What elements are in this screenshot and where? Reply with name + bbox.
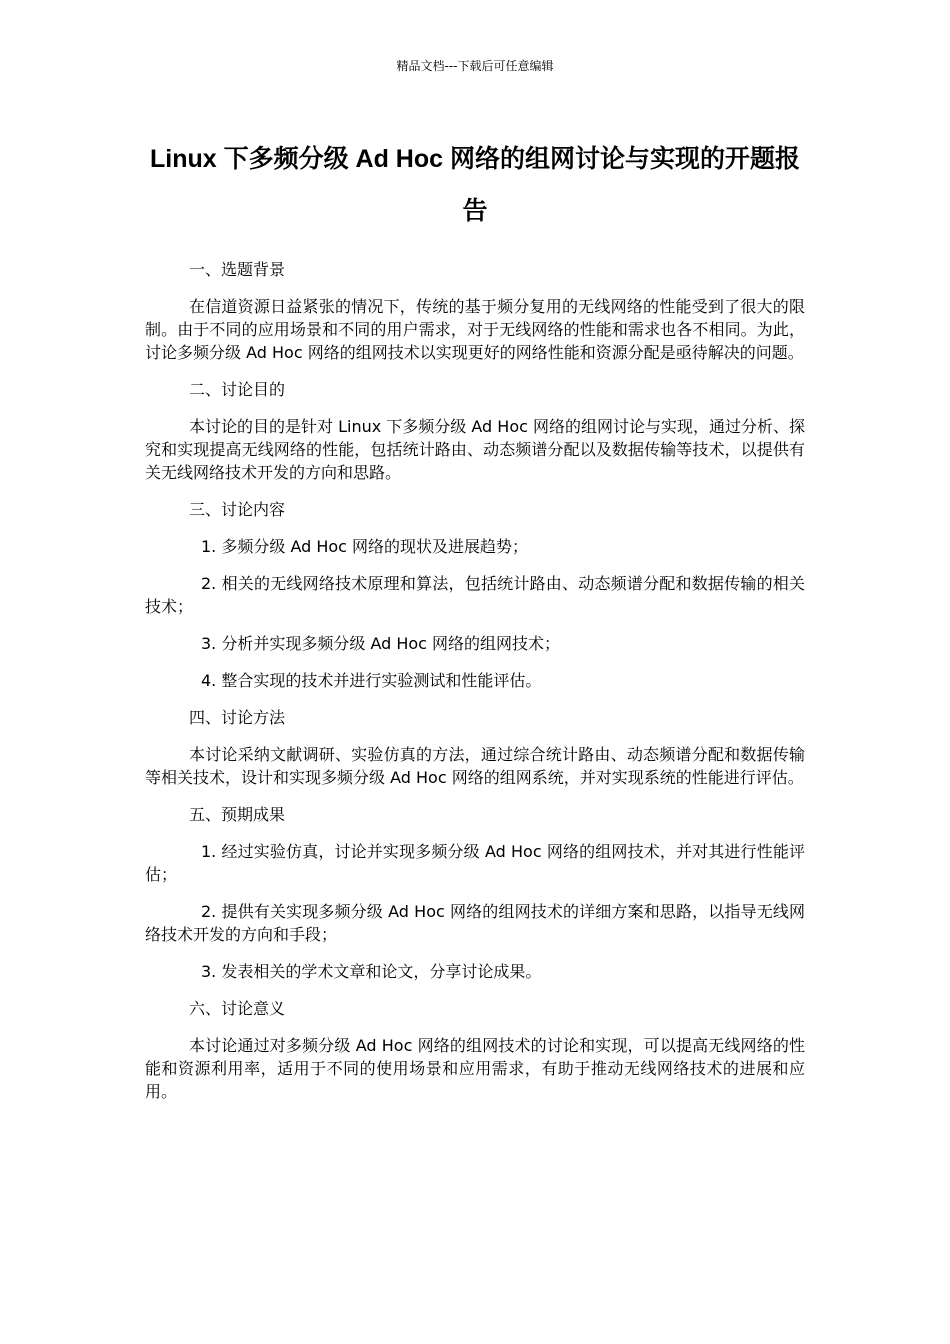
document-title: Linux 下多频分级 Ad Hoc 网络的组网讨论与实现的开题报告 bbox=[149, 145, 800, 225]
section-heading-background: 一、选题背景 bbox=[189, 260, 286, 279]
document-body bbox=[145, 258, 805, 1117]
section-heading-expected-results: 五、预期成果 bbox=[189, 805, 286, 824]
section-paragraph: 本讨论采纳文献调研、实验仿真的方法，通过综合统计路由、动态频谱分配和数据传输等相关技术，设计和实现多频分级 Ad Hoc 网络的组网系统，并对实现系统的性能进行评估。 bbox=[145, 745, 805, 787]
list-item: 2. 提供有关实现多频分级 Ad Hoc 网络的组网技术的详细方案和思路，以指导无线网络技术开发的方向和手段； bbox=[145, 902, 805, 944]
section-paragraph: 本讨论的目的是针对 Linux 下多频分级 Ad Hoc 网络的组网讨论与实现，通过分析、探究和实现提高无线网络的性能，包括统计路由、动态频谱分配以及数据传输等技术，以提供有关无线网络技术开发的方向和思路。 bbox=[145, 417, 805, 482]
page-header-note: 精品文档---下载后可任意编辑 bbox=[396, 59, 554, 73]
section-heading-method: 四、讨论方法 bbox=[189, 708, 286, 727]
section-paragraph: 在信道资源日益紧张的情况下，传统的基于频分复用的无线网络的性能受到了很大的限制。由于不同的应用场景和不同的用户需求，对于无线网络的性能和需求也各不相同。为此，讨论多频分级 Ad Hoc 网络的组网技术以实现更好的网络性能和资源分配是亟待解决的问题。 bbox=[145, 297, 805, 362]
section-heading-purpose: 二、讨论目的 bbox=[189, 380, 286, 399]
section-paragraph: 本讨论通过对多频分级 Ad Hoc 网络的组网技术的讨论和实现，可以提高无线网络的性能和资源利用率，适用于不同的使用场景和应用需求，有助于推动无线网络技术的进展和应用。 bbox=[145, 1036, 805, 1101]
section-heading-significance: 六、讨论意义 bbox=[189, 999, 286, 1018]
list-item: 3. 发表相关的学术文章和论文，分享讨论成果。 bbox=[201, 962, 542, 981]
list-item: 2. 相关的无线网络技术原理和算法，包括统计路由、动态频谱分配和数据传输的相关技术； bbox=[145, 574, 805, 616]
section-heading-content: 三、讨论内容 bbox=[189, 500, 286, 519]
list-item: 1. 经过实验仿真，讨论并实现多频分级 Ad Hoc 网络的组网技术，并对其进行性能评估； bbox=[145, 842, 805, 884]
list-item: 1. 多频分级 Ad Hoc 网络的现状及进展趋势； bbox=[201, 537, 529, 556]
list-item: 4. 整合实现的技术并进行实验测试和性能评估。 bbox=[201, 671, 542, 690]
list-item: 3. 分析并实现多频分级 Ad Hoc 网络的组网技术； bbox=[201, 634, 561, 653]
